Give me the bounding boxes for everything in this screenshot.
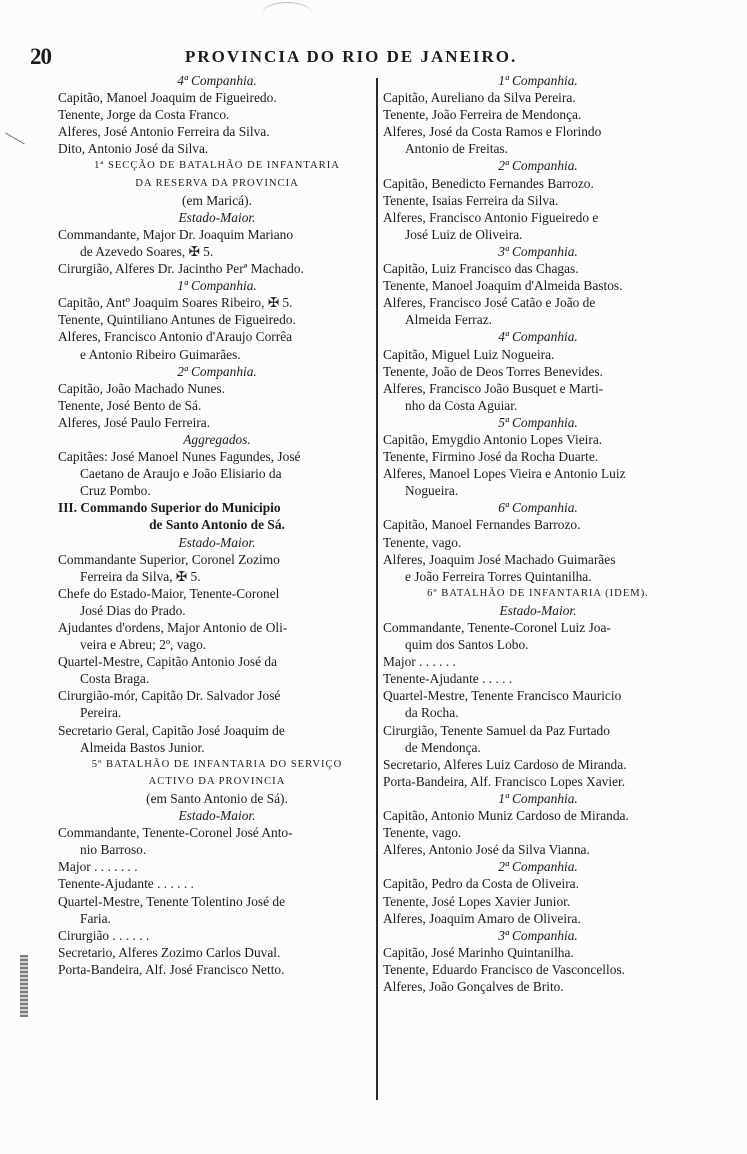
battalion-heading: DA RESERVA DA PROVINCIA <box>135 177 299 189</box>
text-line: Tenente, vago. <box>383 825 462 841</box>
text-line: Almeida Bastos Junior. <box>80 739 205 755</box>
section-heading: 2ª Companhia. <box>498 859 578 875</box>
text-line: Major . . . . . . <box>383 654 456 670</box>
text-line: Tenente-Ajudante . . . . . . <box>58 876 194 892</box>
text-line: Major . . . . . . . <box>58 859 138 875</box>
left-column <box>58 72 376 978</box>
text-line: veira e Abreu; 2º, vago. <box>80 637 207 653</box>
margin-ornament <box>20 955 28 1017</box>
scan-stray-mark <box>5 133 25 145</box>
text-line: Alferes, Joaquim Amaro de Oliveira. <box>383 910 581 926</box>
text-line: Tenente, José Lopes Xavier Junior. <box>383 893 571 909</box>
text-line: Ferreira da Silva, ✠ 5. <box>80 568 201 584</box>
section-heading: 6ª Companhia. <box>498 500 578 516</box>
text-line: Capitão, Luiz Francisco das Chagas. <box>383 261 579 277</box>
text-line: Pereira. <box>80 705 122 721</box>
text-line: Cirurgião, Alferes Dr. Jacintho Perª Machado. <box>58 261 304 277</box>
text-line: Capitão, Antonio Muniz Cardoso de Miranda. <box>383 808 629 824</box>
section-heading: Estado-Maior. <box>178 534 256 550</box>
battalion-heading: ACTIVO DA PROVINCIA <box>148 775 286 787</box>
text-line: Alferes, Francisco Antonio d'Araujo Corrêa <box>58 329 293 345</box>
text-line: Capitão, Aureliano da Silva Pereira. <box>383 90 576 106</box>
text-line: Capitão, Emygdio Antonio Lopes Vieira. <box>383 431 603 447</box>
text-line: Commandante, Major Dr. Joaquim Mariano <box>58 226 294 242</box>
text-line: Secretario Geral, Capitão José Joaquim de <box>58 722 285 738</box>
section-heading: Estado-Maior. <box>178 209 256 225</box>
text-line: Cirurgião, Tenente Samuel da Paz Furtado <box>383 722 610 738</box>
text-line: Tenente-Ajudante . . . . . <box>383 671 513 687</box>
text-line: Alferes, José da Costa Ramos e Florindo <box>383 124 602 140</box>
text-line: Faria. <box>80 910 111 926</box>
text-line: de Azevedo Soares, ✠ 5. <box>80 243 214 259</box>
text-line: Costa Braga. <box>80 671 150 687</box>
text-line: (em Maricá). <box>182 192 252 208</box>
text-line: Chefe do Estado-Maior, Tenente-Coronel <box>58 585 280 601</box>
text-line: Antonio de Freitas. <box>405 141 509 157</box>
text-line: Capitão, João Machado Nunes. <box>58 380 225 396</box>
section-heading: 1ª Companhia. <box>498 790 578 806</box>
text-line: Capitão, Pedro da Costa de Oliveira. <box>383 876 579 892</box>
text-line: da Rocha. <box>405 705 459 721</box>
text-line: Commandante, Tenente-Coronel Luiz Joa- <box>383 620 611 635</box>
battalion-heading: 1ª SECÇÃO DE BATALHÃO DE INFANTARIA <box>94 160 340 172</box>
text-line: Alferes, Joaquim José Machado Guimarães <box>383 551 616 567</box>
text-line: Capitão, Manoel Joaquim de Figueiredo. <box>58 90 277 106</box>
text-line: Tenente, José Bento de Sá. <box>58 397 202 413</box>
section-heading: 2ª Companhia. <box>498 158 578 174</box>
text-line: de Santo Antonio de Sá. <box>149 517 285 533</box>
column-divider <box>376 78 378 1100</box>
text-line: José Dias do Prado. <box>80 602 186 618</box>
section-heading: 3ª Companhia. <box>498 243 578 259</box>
running-head: PROVINCIA DO RIO DE JANEIRO. <box>185 47 518 66</box>
text-line: Secretario, Alferes Zozimo Carlos Duval. <box>58 944 281 960</box>
text-line: Alferes, José Antonio Ferreira da Silva. <box>58 124 270 140</box>
section-heading: 4ª Companhia. <box>177 73 257 88</box>
text-line: Capitão, Benedicto Fernandes Barrozo. <box>383 175 594 191</box>
text-line: Alferes, Francisco José Catão e João de <box>383 295 596 311</box>
page-number: 20 <box>30 44 51 69</box>
section-heading: 1ª Companhia. <box>177 278 257 294</box>
scan-smudge <box>262 2 312 25</box>
section-heading: Estado-Maior. <box>178 808 256 824</box>
text-line: Quartel-Mestre, Tenente Tolentino José de <box>58 893 286 909</box>
text-line: Capitães: José Manoel Nunes Fagundes, José <box>58 449 301 465</box>
section-heading: 1ª Companhia. <box>498 73 578 88</box>
text-line: Commandante, Tenente-Coronel José Anto- <box>58 825 293 841</box>
text-line: Cruz Pombo. <box>80 483 151 499</box>
text-line: Capitão, Manoel Fernandes Barrozo. <box>383 517 581 533</box>
text-line: Secretario, Alferes Luiz Cardoso de Miranda. <box>383 756 627 772</box>
text-line: Porta-Bandeira, Alf. Francisco Lopes Xavier. <box>383 773 626 789</box>
text-line: nho da Costa Aguiar. <box>405 397 518 413</box>
text-line: Quartel-Mestre, Capitão Antonio José da <box>58 654 278 670</box>
text-line: Alferes, Antonio José da Silva Vianna. <box>383 842 590 858</box>
text-line: Cirurgião-mór, Capitão Dr. Salvador José <box>58 688 281 704</box>
text-line: Cirurgião . . . . . . <box>58 927 150 943</box>
text-line: Capitão, Miguel Luiz Nogueira. <box>383 346 555 362</box>
text-line: Quartel-Mestre, Tenente Francisco Mauricio <box>383 688 622 704</box>
text-line: Tenente, vago. <box>383 534 462 550</box>
text-line: Nogueira. <box>405 483 459 499</box>
text-line: Ajudantes d'ordens, Major Antonio de Oli- <box>58 620 288 635</box>
text-line: Tenente, João Ferreira de Mendonça. <box>383 107 582 123</box>
battalion-heading: 6º BATALHÃO DE INFANTARIA (IDEM). <box>427 587 649 599</box>
text-line: Tenente, Quintiliano Antunes de Figueiredo. <box>58 312 296 328</box>
text-line: Tenente, Isaias Ferreira da Silva. <box>383 192 559 208</box>
section-heading: Estado-Maior. <box>499 602 577 618</box>
section-heading: 5ª Companhia. <box>498 414 578 430</box>
text-line: e Antonio Ribeiro Guimarães. <box>80 346 241 362</box>
text-line: Porta-Bandeira, Alf. José Francisco Netto. <box>58 961 285 977</box>
text-line: Almeida Ferraz. <box>405 312 492 328</box>
text-line: III. Commando Superior do Municipio <box>58 500 281 516</box>
text-line: Capitão, José Marinho Quintanilha. <box>383 944 574 960</box>
text-line: Capitão, Antº Joaquim Soares Ribeiro, ✠ 5. <box>58 295 293 311</box>
text-line: Dito, Antonio José da Silva. <box>58 141 209 157</box>
text-line: nio Barroso. <box>80 842 147 858</box>
text-line: Commandante Superior, Coronel Zozimo <box>58 551 280 567</box>
right-column <box>383 72 693 995</box>
text-line: de Mendonça. <box>405 739 481 755</box>
text-line: Caetano de Araujo e João Elisiario da <box>80 466 282 482</box>
text-line: (em Santo Antonio de Sá). <box>146 790 288 806</box>
text-line: quim dos Santos Lobo. <box>405 637 529 653</box>
section-heading: 4ª Companhia. <box>498 329 578 345</box>
text-line: Tenente, Eduardo Francisco de Vasconcellos. <box>383 961 625 977</box>
text-line: Alferes, Manoel Lopes Vieira e Antonio Luiz <box>383 466 626 482</box>
text-line: Alferes, Francisco João Busquet e Marti- <box>383 380 604 396</box>
text-line: Alferes, José Paulo Ferreira. <box>58 414 211 430</box>
text-line: Alferes, João Gonçalves de Brito. <box>383 978 564 994</box>
text-line: Alferes, Francisco Antonio Figueiredo e <box>383 209 599 225</box>
text-line: Tenente, Manoel Joaquim d'Almeida Bastos. <box>383 278 623 294</box>
battalion-heading: 5º BATALHÃO DE INFANTARIA DO SERVIÇO <box>91 758 343 770</box>
text-line: Tenente, Firmino José da Rocha Duarte. <box>383 449 599 465</box>
text-line: José Luiz de Oliveira. <box>405 226 523 242</box>
text-line: Tenente, Jorge da Costa Franco. <box>58 107 230 123</box>
section-heading: 3ª Companhia. <box>498 927 578 943</box>
text-line: Tenente, João de Deos Torres Benevides. <box>383 363 603 379</box>
section-heading: Aggregados. <box>183 431 251 447</box>
section-heading: 2ª Companhia. <box>177 363 257 379</box>
text-line: e João Ferreira Torres Quintanilha. <box>405 568 592 584</box>
